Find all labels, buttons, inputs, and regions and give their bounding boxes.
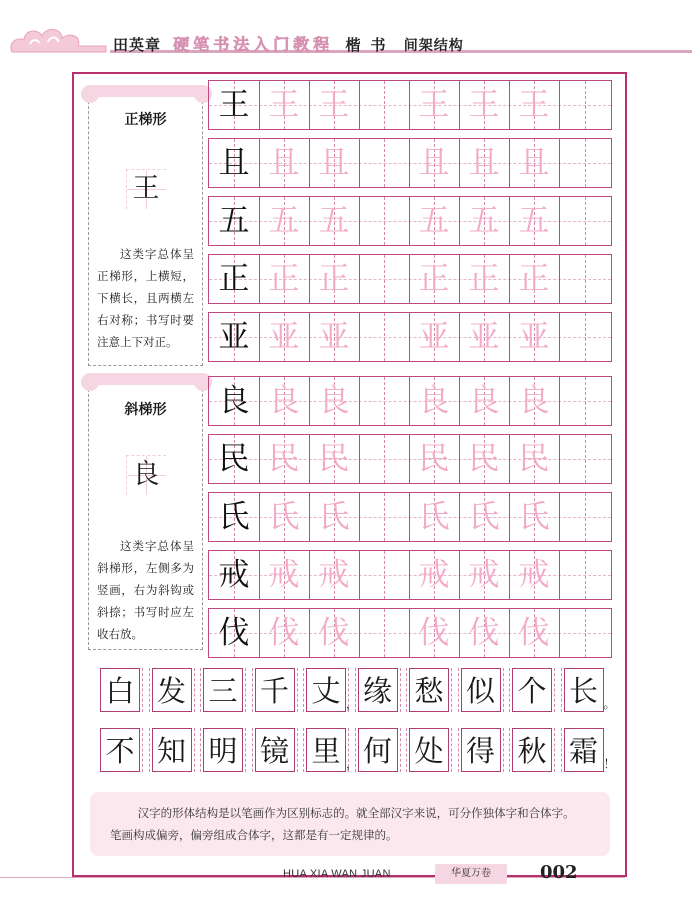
poem-char: 得 (461, 728, 501, 772)
trace-char: 氏 (318, 499, 350, 535)
trace-char: 五 (418, 203, 450, 239)
trace-char-cell (409, 609, 459, 657)
blank-practice-cell (559, 255, 611, 303)
trace-char-cell (309, 139, 359, 187)
trace-char-cell (459, 551, 509, 599)
trace-char: 戒 (318, 557, 350, 593)
poem-gap (501, 668, 513, 712)
poem-char: 不 (100, 728, 140, 772)
model-char-cell (209, 551, 259, 599)
trace-char: 氏 (268, 499, 300, 535)
trace-char: 氏 (468, 499, 500, 535)
model-char-cell (209, 493, 259, 541)
poem-punctuation: ！ (603, 757, 616, 771)
practice-row (208, 492, 612, 542)
trace-char: 民 (418, 441, 450, 477)
trace-char-cell (409, 255, 459, 303)
practice-row (208, 312, 612, 362)
poem-gap (243, 728, 255, 772)
trace-char: 伐 (468, 615, 500, 651)
blank-practice-cell (559, 609, 611, 657)
trace-char: 五 (518, 203, 550, 239)
trace-char-cell (259, 609, 309, 657)
trace-char: 伐 (418, 615, 450, 651)
trace-char: 戒 (468, 557, 500, 593)
blank-practice-cell (359, 255, 409, 303)
trace-char-cell (409, 377, 459, 425)
trace-char: 民 (318, 441, 350, 477)
trace-char: 正 (318, 261, 350, 297)
poem-line-2 (94, 728, 616, 774)
trace-char: 且 (418, 145, 450, 181)
poem-gap (295, 728, 307, 772)
blank-practice-cell (559, 435, 611, 483)
poem-char: 缘 (358, 668, 398, 712)
trace-char: 亚 (418, 319, 450, 355)
poem-gap (192, 668, 204, 712)
trace-char-cell (309, 197, 359, 245)
poem-gap (449, 668, 461, 712)
blank-practice-cell (559, 551, 611, 599)
trace-char: 五 (318, 203, 350, 239)
trace-char: 伐 (268, 615, 300, 651)
poem-gap (449, 728, 461, 772)
blank-practice-cell (359, 313, 409, 361)
trace-char-cell (509, 81, 559, 129)
blank-practice-cell (359, 435, 409, 483)
trace-char-cell (309, 609, 359, 657)
poem-char: 何 (358, 728, 398, 772)
trace-char-cell (459, 313, 509, 361)
page-footer (0, 860, 700, 900)
trace-char: 且 (518, 145, 550, 181)
poem-gap (140, 668, 152, 712)
blank-practice-cell (359, 551, 409, 599)
model-char-cell (209, 139, 259, 187)
blank-practice-cell (559, 377, 611, 425)
practice-row (208, 376, 612, 426)
trace-char-cell (309, 377, 359, 425)
trace-char-cell (409, 435, 459, 483)
trace-char: 戒 (268, 557, 300, 593)
trace-char: 亚 (318, 319, 350, 355)
practice-row (208, 254, 612, 304)
trace-char: 正 (268, 261, 300, 297)
trace-char-cell (509, 609, 559, 657)
trace-char: 亚 (518, 319, 550, 355)
practice-row (208, 138, 612, 188)
trace-char-cell (509, 139, 559, 187)
model-char: 良 (218, 383, 250, 419)
trace-char-cell (259, 377, 309, 425)
trace-char: 王 (318, 87, 350, 123)
panel-cap (81, 85, 212, 105)
poem-char: 处 (409, 728, 449, 772)
trace-char: 民 (468, 441, 500, 477)
poem-punctuation: 。 (603, 697, 616, 711)
page-header (0, 0, 700, 70)
trace-char: 正 (418, 261, 450, 297)
trace-char-cell (259, 197, 309, 245)
trace-char-cell (309, 435, 359, 483)
poem-char: 明 (203, 728, 243, 772)
trace-char-cell (409, 493, 459, 541)
trace-char: 王 (518, 87, 550, 123)
trace-char: 亚 (468, 319, 500, 355)
poem-char: 霜 (564, 728, 604, 772)
trace-char: 戒 (518, 557, 550, 593)
model-char-cell (209, 609, 259, 657)
trace-char-cell (259, 435, 309, 483)
trace-char-cell (409, 139, 459, 187)
blank-practice-cell (359, 377, 409, 425)
structure-panel-1 (88, 86, 203, 366)
note-box (90, 792, 610, 856)
sample-char-box (126, 169, 166, 209)
trace-char: 氏 (518, 499, 550, 535)
blank-practice-cell (359, 81, 409, 129)
trace-char: 且 (468, 145, 500, 181)
trace-char-cell (459, 377, 509, 425)
lesson-topic: 间架结构 (403, 38, 464, 54)
poem-char: 秋 (512, 728, 552, 772)
trace-char-cell (459, 609, 509, 657)
poem-char: 镜 (255, 728, 295, 772)
trace-char: 戒 (418, 557, 450, 593)
blank-practice-cell (359, 197, 409, 245)
trace-char-cell (509, 377, 559, 425)
poem-line-1 (94, 668, 616, 714)
practice-row (208, 550, 612, 600)
practice-row (208, 434, 612, 484)
blank-practice-cell (359, 609, 409, 657)
blank-practice-cell (559, 493, 611, 541)
model-char: 民 (218, 441, 250, 477)
header-title (113, 32, 464, 55)
poem-char: 里 (306, 728, 346, 772)
trace-char: 王 (468, 87, 500, 123)
trace-char: 伐 (518, 615, 550, 651)
trace-char-cell (409, 81, 459, 129)
trace-char-cell (259, 81, 309, 129)
poem-punctuation: ， (346, 697, 359, 711)
trace-char: 伐 (318, 615, 350, 651)
panel-cap (81, 373, 212, 393)
poem-punctuation: ， (346, 757, 359, 771)
publisher-cn: 华夏万卷 (435, 864, 507, 884)
sample-char: 良 (132, 459, 160, 490)
trace-char-cell (509, 493, 559, 541)
trace-char-cell (409, 551, 459, 599)
model-char: 王 (218, 87, 250, 123)
trace-char-cell (459, 197, 509, 245)
trace-char-cell (459, 255, 509, 303)
trace-char-cell (309, 81, 359, 129)
trace-char-cell (509, 255, 559, 303)
model-char-cell (209, 377, 259, 425)
model-char-cell (209, 81, 259, 129)
book-title: 硬笔书法入门教程 (173, 35, 334, 54)
trace-char: 且 (268, 145, 300, 181)
poem-char: 知 (152, 728, 192, 772)
poem-char: 发 (152, 668, 192, 712)
poem-char: 千 (255, 668, 295, 712)
trace-char-cell (259, 493, 309, 541)
blank-practice-cell (359, 139, 409, 187)
trace-char-cell (309, 493, 359, 541)
structure-panel-2 (88, 374, 203, 650)
poem-char: 长 (564, 668, 604, 712)
trace-char: 民 (518, 441, 550, 477)
trace-char-cell (509, 197, 559, 245)
trace-char: 良 (518, 383, 550, 419)
trace-char: 王 (268, 87, 300, 123)
trace-char: 正 (518, 261, 550, 297)
model-char: 五 (218, 203, 250, 239)
model-char: 戒 (218, 557, 250, 593)
trace-char: 五 (468, 203, 500, 239)
practice-row (208, 196, 612, 246)
publisher-en: HUA XIA WAN JUAN (283, 868, 391, 880)
model-char: 且 (218, 145, 250, 181)
trace-char: 亚 (268, 319, 300, 355)
model-char-cell (209, 435, 259, 483)
poem-char: 三 (203, 668, 243, 712)
poem-gap (295, 668, 307, 712)
trace-char: 良 (268, 383, 300, 419)
cloud-ornament-icon (8, 22, 108, 58)
note-text: 汉字的形体结构是以笔画作为区别标志的。就全部汉字来说，可分作独体字和合体字。笔画构成偏旁，偏旁组成合体字，这都是有一定规律的。 (110, 806, 575, 842)
trace-char: 且 (318, 145, 350, 181)
trace-char-cell (509, 551, 559, 599)
blank-practice-cell (559, 139, 611, 187)
poem-gap (140, 728, 152, 772)
poem-gap (552, 668, 564, 712)
trace-char-cell (459, 435, 509, 483)
model-char-cell (209, 313, 259, 361)
blank-practice-cell (359, 493, 409, 541)
trace-char: 五 (268, 203, 300, 239)
blank-practice-cell (559, 197, 611, 245)
model-char: 伐 (218, 615, 250, 651)
poem-char: 似 (461, 668, 501, 712)
model-char-cell (209, 197, 259, 245)
trace-char-cell (509, 435, 559, 483)
trace-char-cell (309, 551, 359, 599)
page-number: 002 (540, 862, 578, 883)
practice-row (208, 608, 612, 658)
trace-char: 民 (268, 441, 300, 477)
model-char: 亚 (218, 319, 250, 355)
practice-grid (208, 80, 612, 658)
trace-char: 良 (418, 383, 450, 419)
trace-char: 氏 (418, 499, 450, 535)
trace-char-cell (459, 81, 509, 129)
poem-char: 白 (100, 668, 140, 712)
poem-gap (398, 668, 410, 712)
poem-gap (243, 668, 255, 712)
trace-char-cell (259, 139, 309, 187)
sample-char-box (126, 455, 166, 495)
sample-char: 王 (132, 173, 160, 204)
author-name: 田英章 (113, 36, 162, 54)
trace-char-cell (259, 313, 309, 361)
poem-char: 丈 (306, 668, 346, 712)
trace-char-cell (259, 551, 309, 599)
poem-gap (192, 728, 204, 772)
poem-char: 愁 (409, 668, 449, 712)
model-char: 氏 (218, 499, 250, 535)
poem-gap (501, 728, 513, 772)
poem-gap (398, 728, 410, 772)
model-char: 正 (218, 261, 250, 297)
practice-row (208, 80, 612, 130)
trace-char-cell (409, 313, 459, 361)
trace-char: 正 (468, 261, 500, 297)
panel-description: 这类字总体呈正梯形，上横短，下横长，且两横左右对称；书写时要注意上下对正。 (97, 247, 194, 349)
calligraphy-style: 楷书 (345, 36, 396, 54)
trace-char-cell (459, 139, 509, 187)
panel-description: 这类字总体呈斜梯形，左侧多为竖画，右为斜钩或斜捺；书写时应左收右放。 (97, 539, 194, 641)
blank-practice-cell (559, 81, 611, 129)
trace-char-cell (509, 313, 559, 361)
trace-char-cell (409, 197, 459, 245)
trace-char-cell (459, 493, 509, 541)
trace-char-cell (309, 255, 359, 303)
trace-char-cell (309, 313, 359, 361)
poem-gap (552, 728, 564, 772)
blank-practice-cell (559, 313, 611, 361)
model-char-cell (209, 255, 259, 303)
trace-char: 良 (468, 383, 500, 419)
panel-title: 正梯形 (124, 112, 167, 128)
poem-char: 个 (512, 668, 552, 712)
trace-char: 良 (318, 383, 350, 419)
trace-char-cell (259, 255, 309, 303)
panel-title: 斜梯形 (124, 402, 167, 418)
trace-char: 王 (418, 87, 450, 123)
